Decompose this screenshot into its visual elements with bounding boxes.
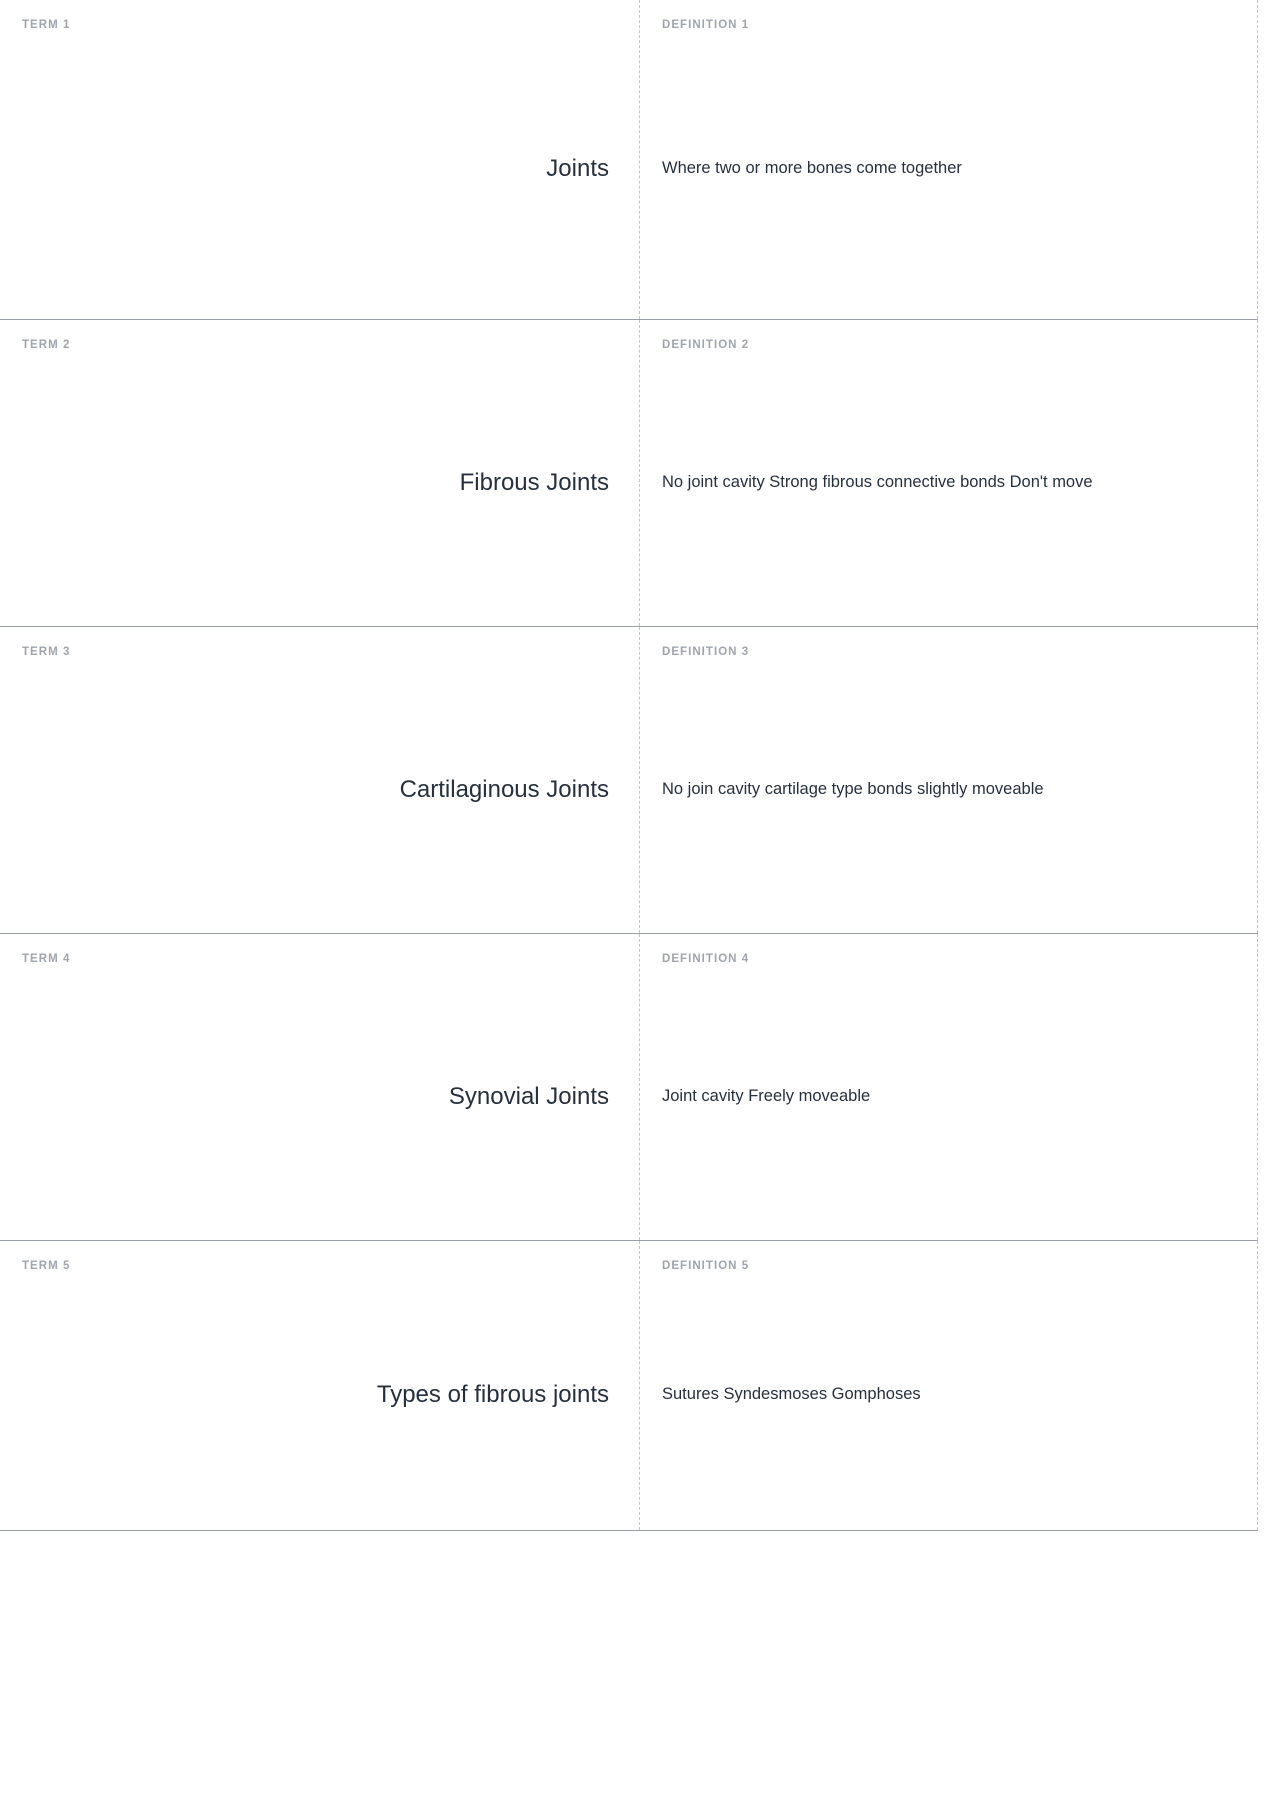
definition-body [662, 1274, 1235, 1516]
flashcard-row [0, 1241, 1258, 1531]
definition-label: DEFINITION 3 [662, 646, 750, 658]
term-label: TERM 2 [22, 339, 71, 351]
term-cell [0, 627, 640, 933]
term-body [22, 660, 617, 919]
definition-label: DEFINITION 1 [662, 19, 750, 31]
flashcard-row [0, 320, 1258, 627]
term-label: TERM 4 [22, 953, 71, 965]
term-text: Joints [546, 155, 609, 183]
definition-body [662, 660, 1235, 919]
term-cell [0, 934, 640, 1240]
definition-cell [640, 1241, 1258, 1530]
term-text: Synovial Joints [448, 1082, 609, 1110]
definition-body [662, 353, 1235, 612]
term-label: TERM 1 [22, 19, 71, 31]
flashcard-row [0, 0, 1258, 320]
definition-label: DEFINITION 4 [662, 953, 750, 965]
term-label: TERM 3 [22, 646, 71, 658]
definition-text: Where two or more bones come together [662, 159, 962, 178]
definition-label: DEFINITION 2 [662, 339, 750, 351]
flashcard-row [0, 934, 1258, 1241]
term-text: Cartilaginous Joints [399, 775, 609, 803]
term-label: TERM 5 [22, 1260, 71, 1272]
term-cell [0, 0, 640, 319]
term-body [22, 33, 617, 305]
term-text: Fibrous Joints [459, 468, 609, 496]
definition-body [662, 967, 1235, 1226]
definition-text: Sutures Syndesmoses Gomphoses [662, 1385, 921, 1404]
term-body [22, 1274, 617, 1516]
definition-cell [640, 934, 1258, 1240]
definition-text: Joint cavity Freely moveable [662, 1086, 871, 1105]
definition-cell [640, 0, 1258, 319]
definition-body [662, 33, 1235, 305]
definition-text: No join cavity cartilage type bonds slightly moveable [662, 779, 1044, 798]
definition-label: DEFINITION 5 [662, 1260, 750, 1272]
flashcard-row [0, 627, 1258, 934]
term-text: Types of fibrous joints [376, 1381, 609, 1409]
term-cell [0, 1241, 640, 1530]
definition-text: No joint cavity Strong fibrous connective bonds Don't move [662, 472, 1093, 491]
definition-cell [640, 320, 1258, 626]
term-body [22, 967, 617, 1226]
definition-cell [640, 627, 1258, 933]
term-cell [0, 320, 640, 626]
term-body [22, 353, 617, 612]
